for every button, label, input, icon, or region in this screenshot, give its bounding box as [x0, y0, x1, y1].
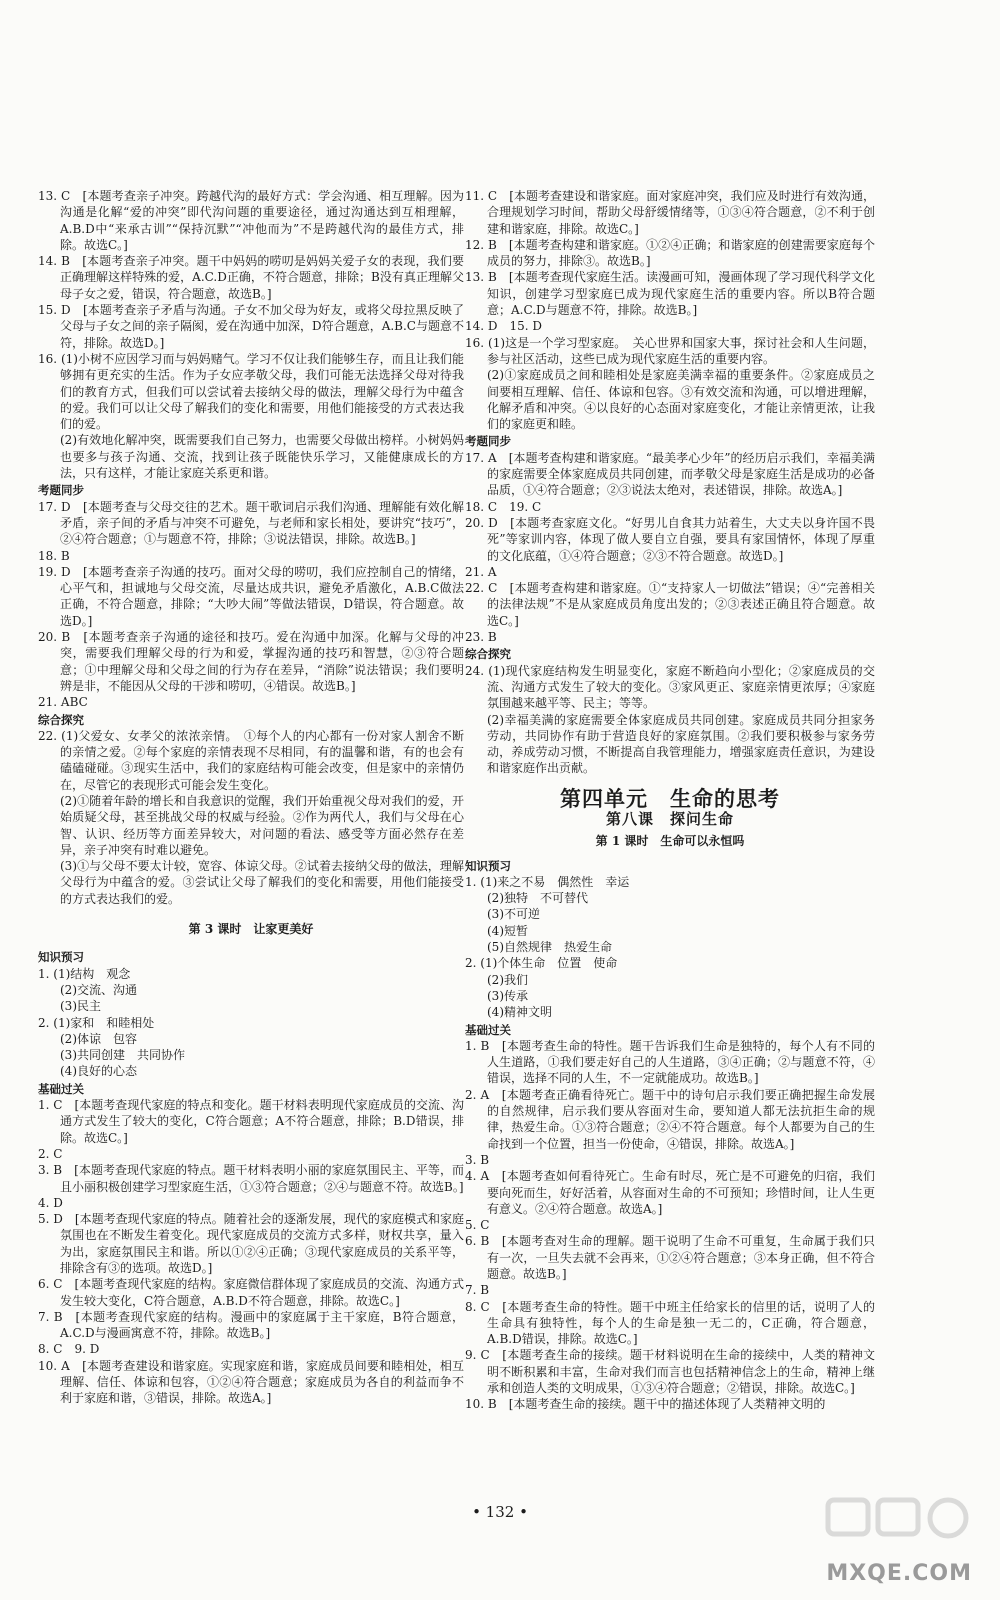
unit-title: 第四单元 生命的思考 — [560, 785, 780, 811]
answer-item: 8. C [本题考查生命的特性。题干中班主任给家长的信里的话，说明了人的生命具有独特性，每个人的生命是独一无二的，C正确，符合题意，A.B.D错误，排除。故选C。] — [465, 1299, 875, 1347]
answer-item: 2. A [本题考查正确看待死亡。题干中的诗句启示我们要正确把握生命发展的自然规律，启示我们要从容面对生命，要知道人都无法抗拒生命的规律，热爱生命。①③符合题意；②④不符合题意。每个人都要为自己的生命找到一个位置，担当一份使命，④错误，排除。故选A。] — [465, 1087, 875, 1151]
answer-item: 20. B [本题考查亲子沟通的途径和技巧。爱在沟通中加深。化解与父母的冲突，需要我们理解父母的行为和爱，掌握沟通的技巧和智慧，②③符合题意；①中理解父母和父母之间的行为存在差异，“消除”说法错误；我们要明辨是非，不能因从父母的干涉和唠叨，④错误。故选B。] — [38, 630, 464, 693]
answer-subitem: (2)①随着年龄的增长和自我意识的觉醒，我们开始重视父母对我们的爱，开始质疑父母，甚至挑战父母的权威与经验。②作为两代人，我们与父母在心智、认识、经历等方面差异较大，对问题的看法、感受等方面必然存在差异，亲子冲突有时难以避免。 — [60, 793, 464, 857]
period-title: 第 1 课时 生命可以永恒吗 — [595, 834, 745, 849]
section-heading: 基础过关 — [38, 1081, 84, 1096]
answer-item: 12. B [本题考查构建和谐家庭。①②④正确；和谐家庭的创建需要家庭每个成员的努力，排除③。故选B。] — [465, 237, 875, 269]
answer-item: 6. B [本题考查对生命的理解。题干说明了生命不可重复，生命属于我们只有一次，一旦失去就不会再来，①②④符合题意；③本身正确，但不符合题意。故选B。] — [465, 1234, 875, 1281]
answer-item: 22. (1)父爱女、女孝父的浓浓亲情。 ①每个人的内心都有一份对家人割舍不断的亲情之爱。②每个家庭的亲情表现不尽相同，有的温馨和谐，有的也会有磕磕碰碰。③现实生活中，我们的家庭结构可能会改变，但是家中的亲情仍在，尽管它的表现形式可能会发生变化。 — [38, 728, 464, 792]
left-column — [38, 188, 464, 1407]
answer-item: 11. C [本题考查建设和谐家庭。面对家庭冲突，我们应及时进行有效沟通，合理规划学习时间，帮助父母舒缓情绪等，①③④符合题意，②不利于创建和谐家庭，排除。故选C。] — [465, 189, 875, 236]
answer-item: 5. D [本题考查现代家庭的特点。随着社会的逐渐发展，现代的家庭模式和家庭氛围也在不断发生着变化。现代家庭成员的交流方式多样，财权共享，量入为出，家庭氛围民主和谐。所以①②④正确；③现代家庭成员的关系平等，排除含有③的选项。故选D。] — [38, 1212, 464, 1275]
answer-item: 1. (1)结构 观念 — [38, 966, 131, 981]
section-heading: 基础过关 — [465, 1022, 511, 1037]
answer-item: 10. A [本题考查建设和谐家庭。实现家庭和谐，家庭成员间要和睦相处，相互理解、信任、体谅和包容，①②④符合题意；家庭成员为各自的利益而争不利于家庭和谐，③错误，排除。故选A。] — [38, 1358, 464, 1406]
answer-subitem: (2)独特 不可替代 — [487, 891, 588, 906]
answer-item: 9. C [本题考查生命的接续。题干材料说明在生命的接续中，人类的精神文明不断积累和丰富，生命对我们而言也包括精神信念上的生命，精神上继承和创造人类的文明成果，①③④符合题意；②错误，排除。故选C。] — [465, 1348, 875, 1396]
answer-item: 5. C — [465, 1218, 490, 1233]
answer-item: 16. (1)小树不应因学习而与妈妈赌气。学习不仅让我们能够生存，而且让我们能够拥有更充实的生活。作为子女应孝敬父母，我们可能无法选择父母对待我们的教育方式，但我们可以尝试着去接纳父母的做法，理解父母行为中蕴含的爱。我们可以让父母了解我们的变化和需要，用他们能接受的方式表达我们的爱。 — [38, 351, 464, 432]
answer-item: 22. C [本题考查构建和谐家庭。①“支持家人一切做法”错误；④“完善相关的法律法规”不是从家庭成员角度出发的；②③表述正确且符合题意。故选C。] — [465, 581, 875, 628]
section-heading: 考题同步 — [38, 483, 84, 498]
answer-item: 10. B [本题考查生命的接续。题干中的描述体现了人类精神文明的 — [465, 1397, 826, 1412]
page-number: • 132 • — [472, 1503, 528, 1521]
lesson-title: 第八课 探问生命 — [605, 809, 734, 828]
answer-item: 16. (1)这是一个学习型家庭。 关心世界和国家大事，探讨社会和人生问题，参与社区活动，这些已成为现代家庭生活的重要内容。 — [465, 335, 875, 366]
answer-item: 2. (1)个体生命 位置 使命 — [465, 956, 618, 971]
answer-item: 19. D [本题考查亲子沟通的技巧。面对父母的唠叨，我们应控制自己的情绪，心平气和，担诚地与父母交流，尽量达成共识，避免矛盾激化，A.B.C做法正确，不符合题意，排除；“大吵大闹”等做法错误，D错误，符合题意。故选D。] — [38, 564, 464, 628]
answer-item: 20. D [本题考查家庭文化。“好男儿自食其力站着生，大丈夫以身许国不畏死”等家训内容，体现了做人要自立自强，要具有家国情怀，体现了厚重的文化底蕴，①④符合题意；②③不符合题意。故选D。] — [465, 515, 875, 563]
answer-item: 3. B [本题考查现代家庭的特点。题干材料表明小丽的家庭氛围民主、平等，而且小丽积极创建学习型家庭生活，①③符合题意；②④与题意不符。故选B。] — [38, 1163, 464, 1194]
watermark-text: MXQE.COM — [826, 1561, 972, 1586]
answer-subitem: (2)我们 — [487, 972, 528, 987]
answer-item: 1. C [本题考查现代家庭的特点和变化。题干材料表明现代家庭成员的交流、沟通方式发生了较大的变化，C符合题意；A不符合题意，排除；B.D错误，排除。故选C。] — [38, 1098, 464, 1145]
section-heading: 考题同步 — [465, 434, 511, 449]
answer-item: 8. C 9. D — [38, 1342, 100, 1357]
period-title: 第 3 课时 让家更美好 — [188, 922, 314, 937]
answer-item: 24. (1)现代家庭结构发生明显变化，家庭不断趋向小型化；②家庭成员的交流、沟通方式发生了较大的变化。③家风更正、家庭亲情更浓厚；④家庭氛围越来越平等、民主；等等。 — [465, 663, 875, 711]
answer-item: 21. A — [465, 564, 497, 579]
answer-subitem: (2)幸福美满的家庭需要全体家庭成员共同创建。家庭成员共同分担家务劳动，共同协作有助于营造良好的家庭氛围。②我们要积极参与家务劳动，养成劳动习惯，不断提高自我管理能力，增强家庭责任意识，为建设和谐家庭作出贡献。 — [487, 712, 875, 776]
answer-item: 4. A [本题考查如何看待死亡。生命有时尽，死亡是不可避免的归宿，我们要向死而生，好好活着，从容面对生命的不可预知；珍惜时间，让人生更有意义。②④符合题意。故选A。] — [465, 1169, 875, 1216]
answer-subitem: (3)①与父母不要太计较，宽容、体谅父母。②试着去接纳父母的做法，理解父母行为中蕴含的爱。③尝试让父母了解我们的变化和需要，用他们能接受的方式表达我们的爱。 — [60, 859, 464, 906]
answer-subitem: (3)传承 — [487, 988, 528, 1003]
answer-item: 18. B — [38, 548, 70, 563]
answer-item: 17. A [本题考查构建和谐家庭。“最美孝心少年”的经历启示我们，幸福美满的家庭需要全体家庭成员共同创建，而孝敬父母是家庭生活是成功的必备品质，①④符合题意；②③说法太绝对，表述错误，排除。故选A。] — [465, 450, 875, 498]
answer-item: 6. C [本题考查现代家庭的结构。家庭微信群体现了家庭成员的交流、沟通方式发生较大变化，C符合题意，A.B.D不符合题意，排除。故选C。] — [38, 1277, 464, 1308]
answer-item: 7. B — [465, 1283, 490, 1298]
answer-subitem: (3)民主 — [60, 999, 101, 1014]
answer-subitem: (4)短暂 — [487, 923, 528, 938]
answer-item: 18. C 19. C — [465, 499, 542, 514]
answer-item: 14. B [本题考查亲子冲突。题干中妈妈的唠叨是妈妈关爱子女的表现，我们要正确理解这样特殊的爱，A.C.D正确，不符合题意，排除；B没有真正理解父母子女之爱，错误，符合题意，故选B。] — [38, 254, 464, 301]
answer-subitem: (2)体谅 包容 — [60, 1031, 137, 1046]
answer-item: 13. C [本题考查亲子冲突。跨越代沟的最好方式：学会沟通、相互理解。因为沟通是化解“爱的冲突”即代沟问题的重要途径，通过沟通达到互相理解，A.B.D中“来承古训”“保持沉默”“冲他而为”不是跨越代沟的最佳方式，排除。故选C。] — [38, 189, 464, 252]
answer-subitem: (4)良好的心态 — [60, 1064, 137, 1079]
answer-subitem: (3)共同创建 共同协作 — [60, 1048, 185, 1063]
answer-subitem: (2)有效地化解冲突，既需要我们自己努力，也需要父母做出榜样。小树妈妈也要多与孩子沟通、交流，找到让孩子既能快乐学习，又能健康成长的方法，只有这样，才能让家庭关系更和谐。 — [60, 433, 464, 481]
answer-subitem: (2)①家庭成员之间和睦相处是家庭美满幸福的重要条件。②家庭成员之间要相互理解、信任、体谅和包容。③有效交流和沟通，可以增进理解，化解矛盾和冲突。④以良好的心态面对家庭变化，才能让亲情更浓，让我们的家庭更和睦。 — [487, 368, 875, 432]
section-heading: 知识预习 — [465, 858, 511, 873]
answer-item: 21. ABC — [38, 695, 88, 710]
answer-item: 2. (1)家和 和睦相处 — [38, 1015, 155, 1030]
answer-item: 13. B [本题考查现代家庭生活。读漫画可知，漫画体现了学习现代科学文化知识，创建学习型家庭已成为现代家庭生活的重要内容。所以B符合题意；A.C.D与题意不符，排除。故选B。] — [465, 270, 875, 318]
answer-item: 1. B [本题考查生命的特性。题干告诉我们生命是独特的，每个人有不同的人生道路，①我们要走好自己的人生道路，③④正确；②与题意不符，④错误，选择不同的人生，不一定就能成功。故选B。] — [465, 1038, 875, 1086]
answer-item: 7. B [本题考查现代家庭的结构。漫画中的家庭属于主干家庭，B符合题意，A.C.D与漫画寓意不符，排除。故选B。] — [38, 1309, 464, 1341]
answer-item: 15. D [本题考查亲子矛盾与沟通。子女不加父母为好友，或将父母拉黑反映了父母与子女之间的亲子隔阂，爱在沟通中加深，D符合题意，A.B.C与题意不符，排除。故选D。] — [38, 303, 464, 350]
right-column — [465, 188, 875, 1413]
answer-item: 2. C — [38, 1146, 63, 1161]
answer-subitem: (3)不可逆 — [487, 907, 540, 922]
answer-subitem: (4)精神文明 — [487, 1005, 552, 1020]
answer-item: 4. D — [38, 1195, 63, 1210]
answer-subitem: (5)自然规律 热爱生命 — [487, 940, 612, 955]
answer-item: 17. D [本题考查与父母交往的艺术。题干歌词启示我们沟通、理解能有效化解矛盾，亲子间的矛盾与冲突不可避免，与老师和家长相处，要讲究“技巧”，②④符合题意；①与题意不符，排除；③说法错误，排除。故选B。] — [38, 499, 464, 547]
section-heading: 综合探究 — [465, 647, 511, 662]
section-heading: 综合探究 — [38, 712, 84, 727]
answer-item: 3. B — [465, 1152, 490, 1167]
answer-item: 23. B — [465, 630, 497, 645]
section-heading: 知识预习 — [38, 950, 84, 965]
answer-subitem: (2)交流、沟通 — [60, 982, 137, 997]
answer-item: 1. (1)来之不易 偶然性 幸运 — [465, 874, 630, 889]
answer-item: 14. D 15. D — [465, 319, 543, 334]
